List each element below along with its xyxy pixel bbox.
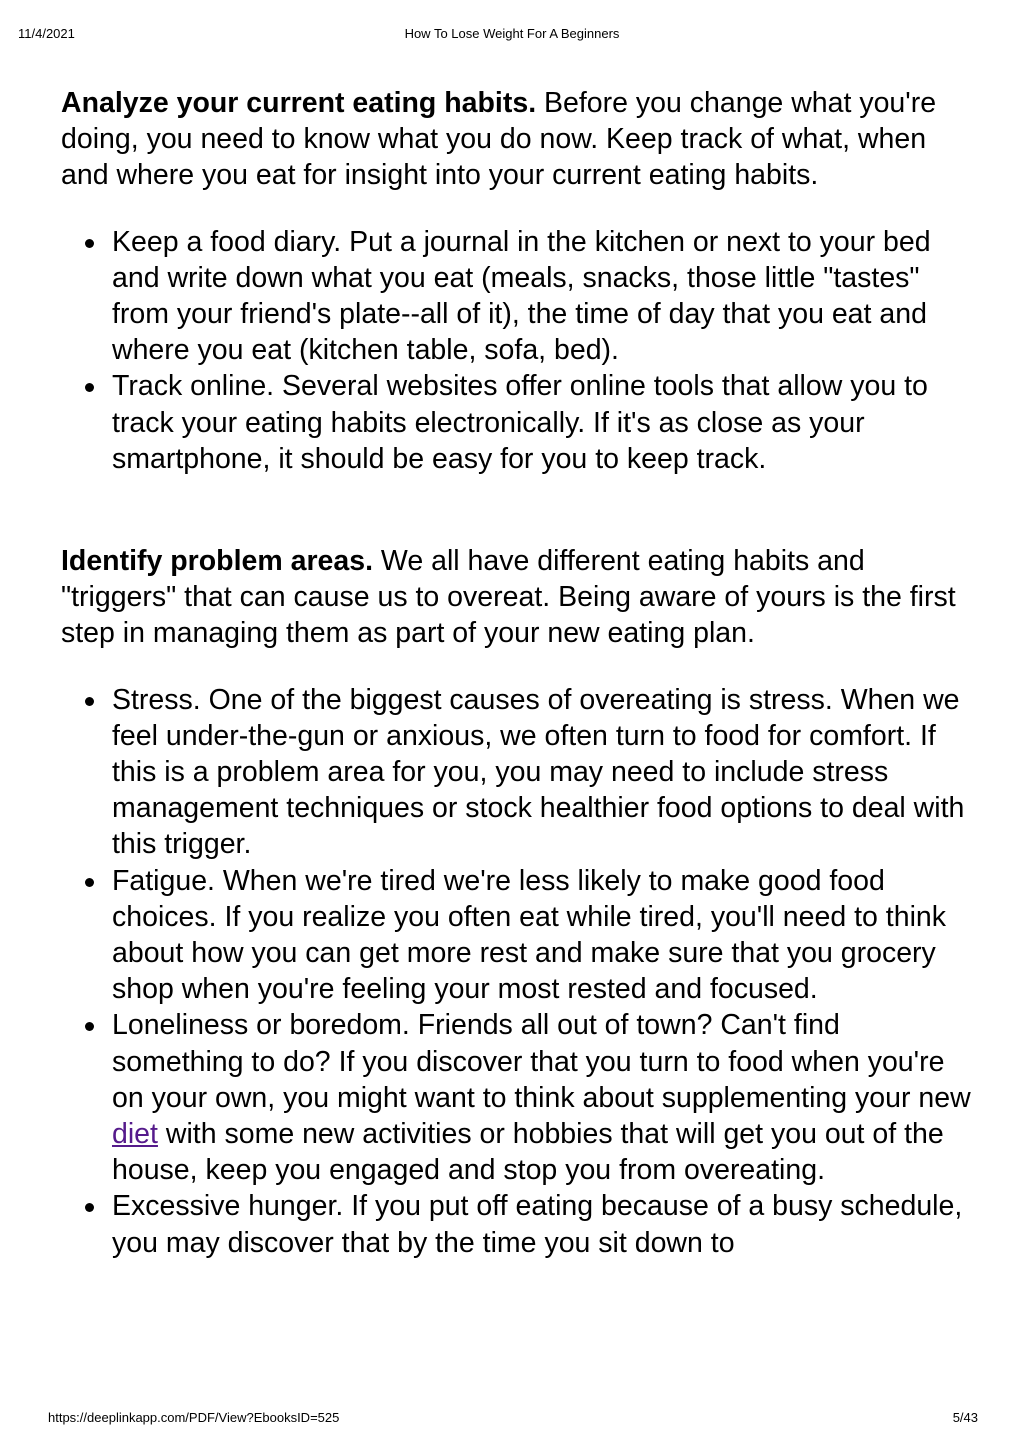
bullet-icon [85, 878, 94, 887]
footer-page-number: 5/43 [952, 1410, 978, 1425]
bullet-icon [85, 239, 94, 248]
section-analyze-text: Before you change what you're doing, you need to know what you do now. Keep track of what, when and where you eat for insight into your current eating habits. [61, 87, 937, 192]
section-problem-heading: Identify problem areas. [61, 545, 374, 578]
list-item-text: Fatigue. When we're tired we're less likely to make good food choices. If you realize you often eat while tired, you'll need to think about how you can get more rest and make sure that you grocery shop when you're feeling your most rested and focused. [112, 864, 947, 1006]
header-title: How To Lose Weight For A Beginners [404, 26, 620, 41]
list-item [112, 224, 976, 369]
list-item-text: Track online. Several websites offer online tools that allow you to track your eating habits electronically. If it's as close as your smartphone, it should be easy for you to keep track. [112, 370, 928, 475]
bullet-icon [85, 383, 94, 392]
section-problem-paragraph [61, 543, 976, 652]
section-problem-text: We all have different eating habits and "triggers" that can cause us to overeat. Being aware of yours is the first step in managing them as part of your new eating plan. [61, 545, 956, 650]
bullet-icon [85, 697, 94, 706]
list-item-text-before: Loneliness or boredom. Friends all out of town? Can't find something to do? If you discover that you turn to food when you're on your own, you might want to think about supplementing your new [112, 1009, 971, 1114]
section-analyze-paragraph [61, 85, 976, 194]
analyze-list [61, 224, 976, 477]
diet-link[interactable]: diet [112, 1118, 158, 1151]
list-item [112, 1188, 976, 1260]
list-item-text: Excessive hunger. If you put off eating because of a busy schedule, you may discover that by the time you sit down to [112, 1190, 963, 1259]
header-date: 11/4/2021 [18, 26, 75, 41]
section-analyze-heading: Analyze your current eating habits. [61, 87, 537, 119]
list-item-text: Stress. One of the biggest causes of overeating is stress. When we feel under-the-gun or anxious, we often turn to food for comfort. If this is a problem area for you, you may need to include stress management techniques or stock healthier food options to deal with this trigger. [112, 683, 965, 861]
list-item [112, 368, 976, 477]
list-item [112, 682, 976, 863]
list-item-text: Keep a food diary. Put a journal in the kitchen or next to your bed and write down what you eat (meals, snacks, those little "tastes" from your friend's plate--all of it), the time of day that you eat and where you eat (kitchen table, sofa, bed). [112, 225, 931, 367]
footer-url: https://deeplinkapp.com/PDF/View?EbooksID=525 [48, 1410, 340, 1425]
list-item [112, 1007, 976, 1188]
list-item-text-after: with some new activities or hobbies that will get you out of the house, keep you engaged and stop you from overeating. [112, 1118, 944, 1187]
problem-list [61, 682, 976, 1261]
bullet-icon [85, 1022, 94, 1031]
list-item [112, 863, 976, 1008]
bullet-icon [85, 1203, 94, 1212]
page-content [61, 85, 976, 1261]
